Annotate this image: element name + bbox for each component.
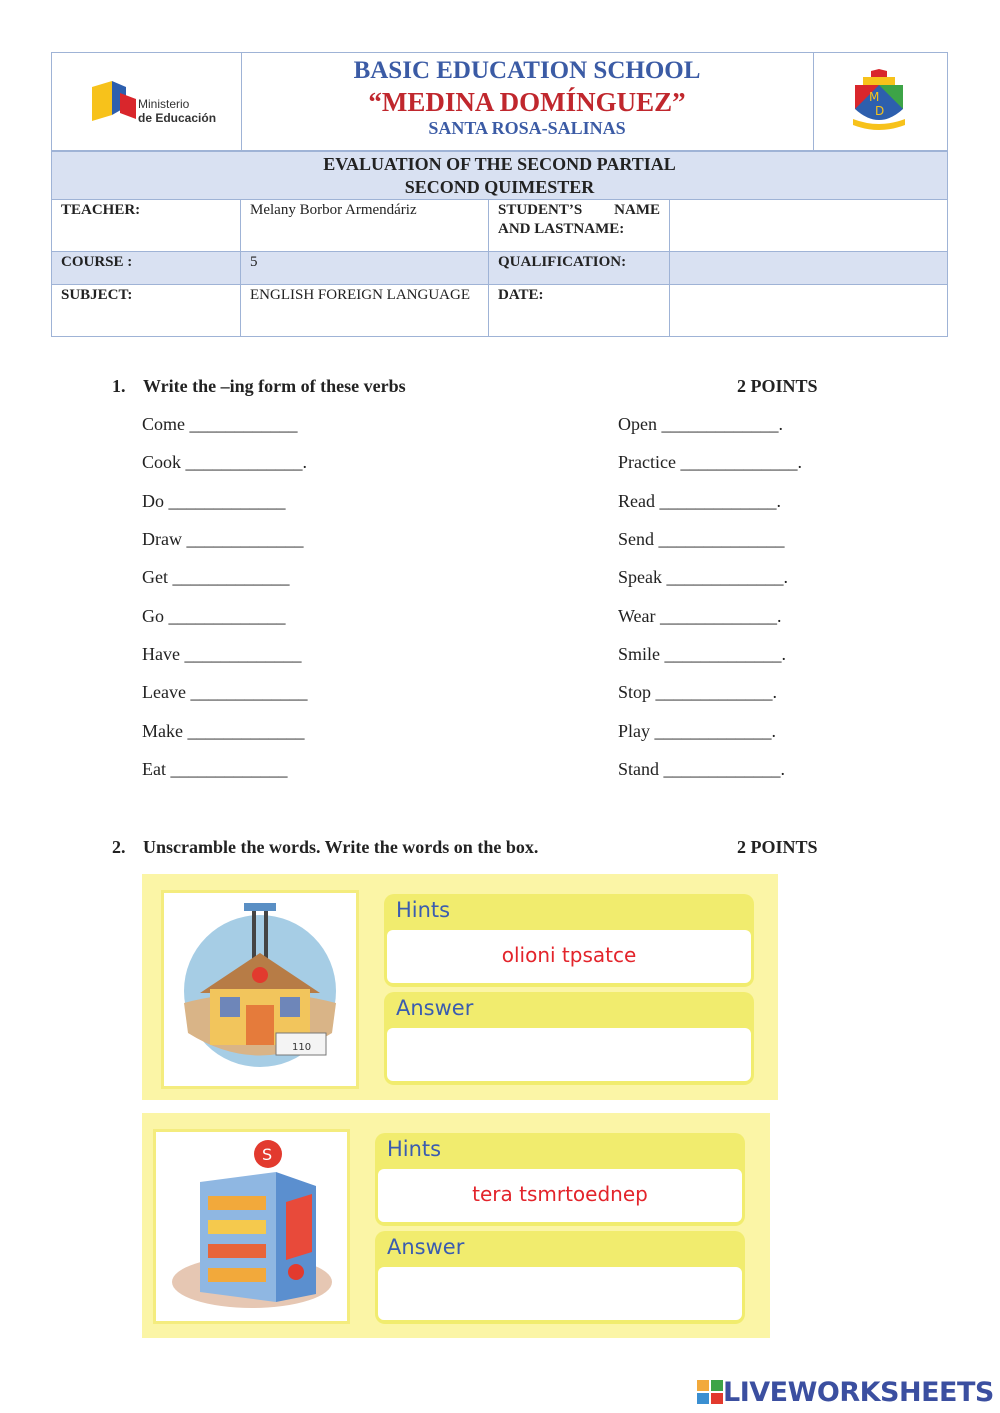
svg-text:110: 110 — [292, 1042, 312, 1053]
svg-text:M: M — [869, 90, 880, 104]
subject-label: SUBJECT: — [52, 285, 241, 337]
ministry-logo-cell — [52, 53, 242, 150]
scrambled-word: olioni tpsatce — [501, 943, 637, 967]
verb-item[interactable]: Eat _____________ — [142, 759, 288, 779]
hints-inner — [378, 1169, 742, 1222]
subject-row — [52, 284, 947, 337]
answer-inner — [378, 1267, 742, 1320]
header-top-row — [52, 53, 947, 152]
teacher-row — [52, 199, 947, 252]
verb-item[interactable]: Have _____________ — [142, 644, 302, 664]
unscramble-card — [142, 874, 778, 1100]
liveworksheets-text: LIVEWORKSHEETS — [723, 1377, 994, 1408]
course-value: 5 — [241, 252, 489, 285]
verb-item[interactable]: Stop _____________. — [618, 682, 778, 702]
svg-text:D: D — [875, 104, 885, 118]
answer-label: Answer — [387, 1235, 465, 1259]
verb-item[interactable]: Get _____________ — [142, 567, 290, 587]
verb-item[interactable]: Practice _____________. — [618, 452, 802, 472]
teacher-label: TEACHER: — [52, 200, 241, 252]
answer-input[interactable] — [384, 1271, 736, 1316]
subject-value: ENGLISH FOREIGN LANGUAGE — [241, 285, 489, 337]
verb-item[interactable]: Draw _____________ — [142, 529, 304, 549]
verb-item[interactable]: Stand _____________. — [618, 759, 786, 779]
verb-item[interactable]: Read _____________. — [618, 491, 781, 511]
school-name-line2: “MEDINA DOMÍNGUEZ” — [368, 87, 686, 117]
section2-points: 2 POINTS — [737, 837, 818, 857]
verb-item[interactable]: Play _____________. — [618, 721, 777, 741]
answer-inner — [387, 1028, 751, 1081]
ministry-logo-line2: de Educación — [138, 111, 217, 125]
picture-frame — [153, 1129, 350, 1324]
header-table — [51, 52, 948, 337]
date-label: DATE: — [489, 285, 670, 337]
hints-inner — [387, 930, 751, 983]
date-field[interactable] — [670, 285, 949, 337]
section1-points: 2 POINTS — [737, 376, 818, 396]
liveworksheets-logo-icon — [697, 1380, 723, 1404]
verb-item[interactable]: Wear _____________. — [618, 606, 782, 626]
school-crest-icon — [849, 69, 909, 135]
verb-item[interactable]: Open _____________. — [618, 414, 783, 434]
school-name-line1: BASIC EDUCATION SCHOOL — [353, 57, 701, 84]
school-location: SANTA ROSA-SALINAS — [428, 118, 626, 138]
course-label: COURSE : — [52, 252, 241, 285]
student-name-field[interactable] — [670, 200, 949, 252]
liveworksheets-brand — [697, 1377, 994, 1408]
verb-item[interactable]: Come ____________ — [142, 414, 298, 434]
hints-box — [375, 1133, 745, 1226]
department-store-icon — [156, 1132, 347, 1321]
verb-item[interactable]: Smile _____________. — [618, 644, 787, 664]
svg-text:S: S — [262, 1145, 273, 1164]
section1-number: 1. — [112, 376, 126, 396]
course-row — [52, 251, 947, 285]
hints-label: Hints — [396, 898, 451, 922]
answer-box — [384, 992, 754, 1085]
ministry-logo-icon — [90, 79, 140, 127]
student-name-label: STUDENT’S NAME AND LASTNAME: — [489, 200, 670, 252]
hints-label: Hints — [387, 1137, 442, 1161]
verb-item[interactable]: Cook _____________. — [142, 452, 308, 472]
evaluation-title-line1: EVALUATION OF THE SECOND PARTIAL — [323, 154, 676, 174]
verb-item[interactable]: Do _____________ — [142, 491, 286, 511]
verb-item[interactable]: Speak _____________. — [618, 567, 788, 587]
qualification-field[interactable] — [670, 252, 949, 285]
verb-item[interactable]: Send ______________ — [618, 529, 785, 549]
answer-label: Answer — [396, 996, 474, 1020]
section2-number: 2. — [112, 837, 126, 857]
qualification-label: QUALIFICATION: — [489, 252, 670, 285]
verb-item[interactable]: Leave _____________ — [142, 682, 308, 702]
oil-station-icon — [164, 893, 356, 1086]
verb-item[interactable]: Make _____________ — [142, 721, 305, 741]
teacher-value: Melany Borbor Armendáriz — [241, 200, 489, 252]
ministry-logo-line1: Ministerio — [138, 97, 190, 111]
picture-frame — [161, 890, 359, 1089]
answer-input[interactable] — [393, 1032, 745, 1077]
crest-cell — [813, 53, 949, 150]
section1-title: Write the –ing form of these verbs — [143, 376, 406, 396]
scrambled-word: tera tsmrtoednep — [472, 1182, 648, 1206]
school-title-cell — [241, 53, 814, 150]
verb-item[interactable]: Go _____________ — [142, 606, 286, 626]
hints-box — [384, 894, 754, 987]
unscramble-card — [142, 1113, 770, 1338]
section2-title: Unscramble the words. Write the words on the box. — [143, 837, 539, 857]
evaluation-band — [52, 152, 947, 199]
evaluation-title-line2: SECOND QUIMESTER — [404, 177, 595, 197]
answer-box — [375, 1231, 745, 1324]
